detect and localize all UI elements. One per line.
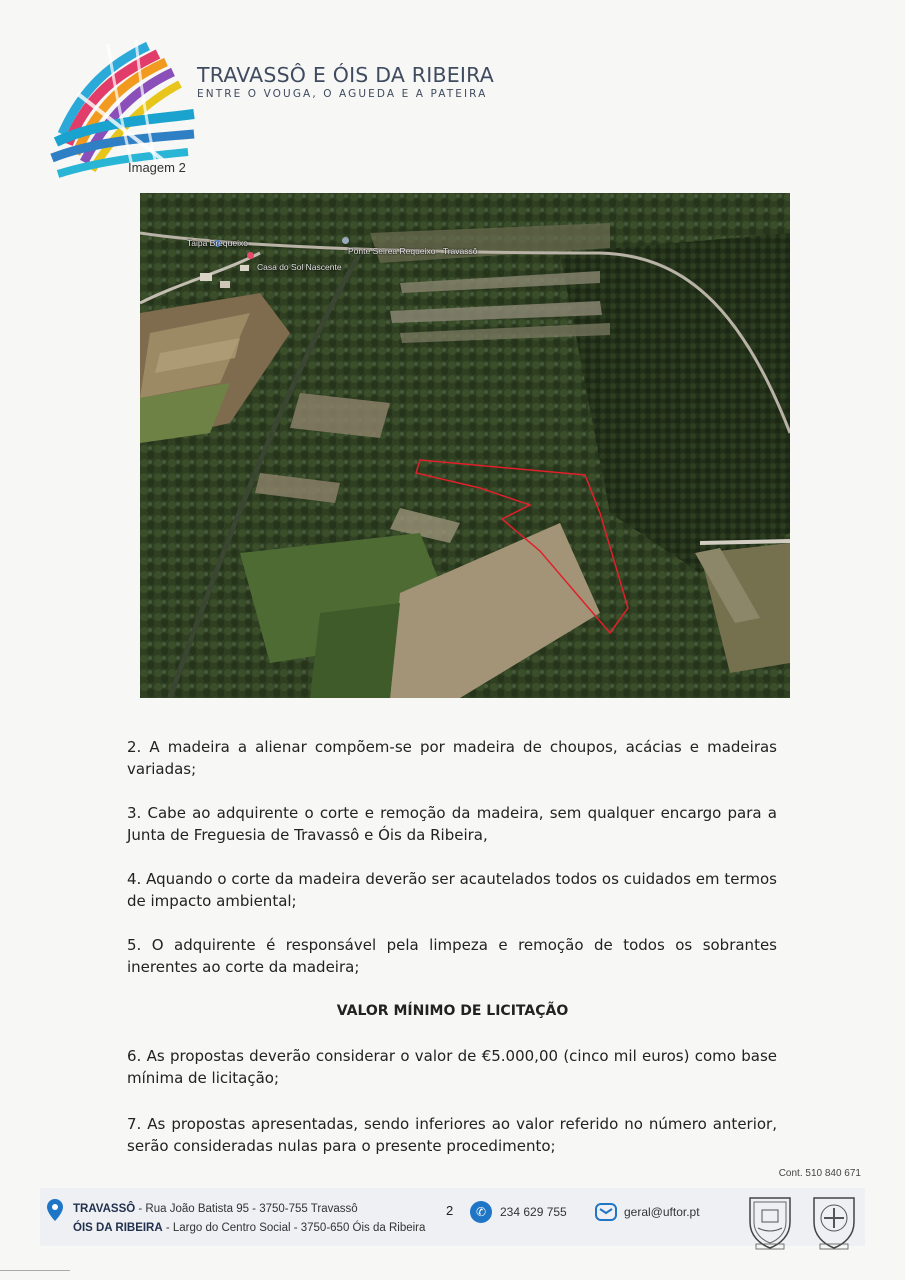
map-label-casa: Casa do Sol Nascente [257, 262, 342, 272]
map-label-ponte: Ponte Seirea Requeixo - Travassô [348, 246, 478, 256]
bottom-rule [0, 1270, 70, 1271]
brand-subtitle: ENTRE O VOUGA, O AGUEDA E A PATEIRA [197, 88, 488, 100]
brand-title: TRAVASSÔ E ÓIS DA RIBEIRA [197, 63, 494, 87]
footer-address-2 [73, 1222, 425, 1234]
paragraph-4: 4. Aquando o corte da madeira deverão ser acautelados todos os cuidados em termos de impacto ambiental; [127, 870, 777, 910]
paragraph-6: 6. As propostas deverão considerar o valor de €5.000,00 (cinco mil euros) como base mínima de licitação; [127, 1047, 777, 1087]
footer-address-1-text: - Rua João Batista 95 - 3750-755 Travassô [135, 1203, 358, 1215]
brand-block [197, 64, 494, 101]
ois-da-ribeira-seal [806, 1192, 862, 1252]
footer-phone: 234 629 755 [500, 1205, 567, 1219]
footer-address-2-text: - Largo do Centro Social - 3750-650 Óis da Ribeira [162, 1222, 426, 1234]
phone-icon: ✆ [470, 1201, 492, 1223]
tax-number: Cont. 510 840 671 [778, 1168, 861, 1179]
paragraph-2: 2. A madeira a alienar compõem-se por madeira de choupos, acácias e madeiras variadas; [127, 738, 777, 778]
footer-email[interactable]: geral@uftor.pt [624, 1205, 700, 1219]
location-pin-icon [47, 1199, 63, 1221]
footer-place-1: TRAVASSÔ [73, 1203, 136, 1215]
map-label-taipa: Taipa Brequeixo [187, 238, 248, 248]
aerial-photo [140, 193, 790, 698]
map-pin-red [247, 252, 254, 259]
footer-address-1 [73, 1203, 358, 1215]
page-number: 2 [446, 1203, 454, 1218]
paragraph-5: 5. O adquirente é responsável pela limpeza e remoção de todos os sobrantes inerentes ao corte da madeira; [127, 936, 777, 976]
footer-place-2: ÓIS DA RIBEIRA [73, 1222, 163, 1234]
section-heading: VALOR MÍNIMO DE LICITAÇÃO [336, 1003, 569, 1019]
email-icon [595, 1203, 617, 1221]
travasso-seal [742, 1192, 798, 1252]
paragraph-7: 7. As propostas apresentadas, sendo inferiores ao valor referido no número anterior, serão consideradas nulas para o presente procedimento; [127, 1115, 777, 1155]
map-pin-grey [342, 237, 349, 244]
paragraph-3: 3. Cabe ao adquirente o corte e remoção da madeira, sem qualquer encargo para a Junta de Freguesia de Travassô e Óis da Ribeira, [127, 804, 777, 844]
image-caption: Imagem 2 [128, 160, 186, 175]
aerial-photo-drawing [140, 193, 790, 698]
